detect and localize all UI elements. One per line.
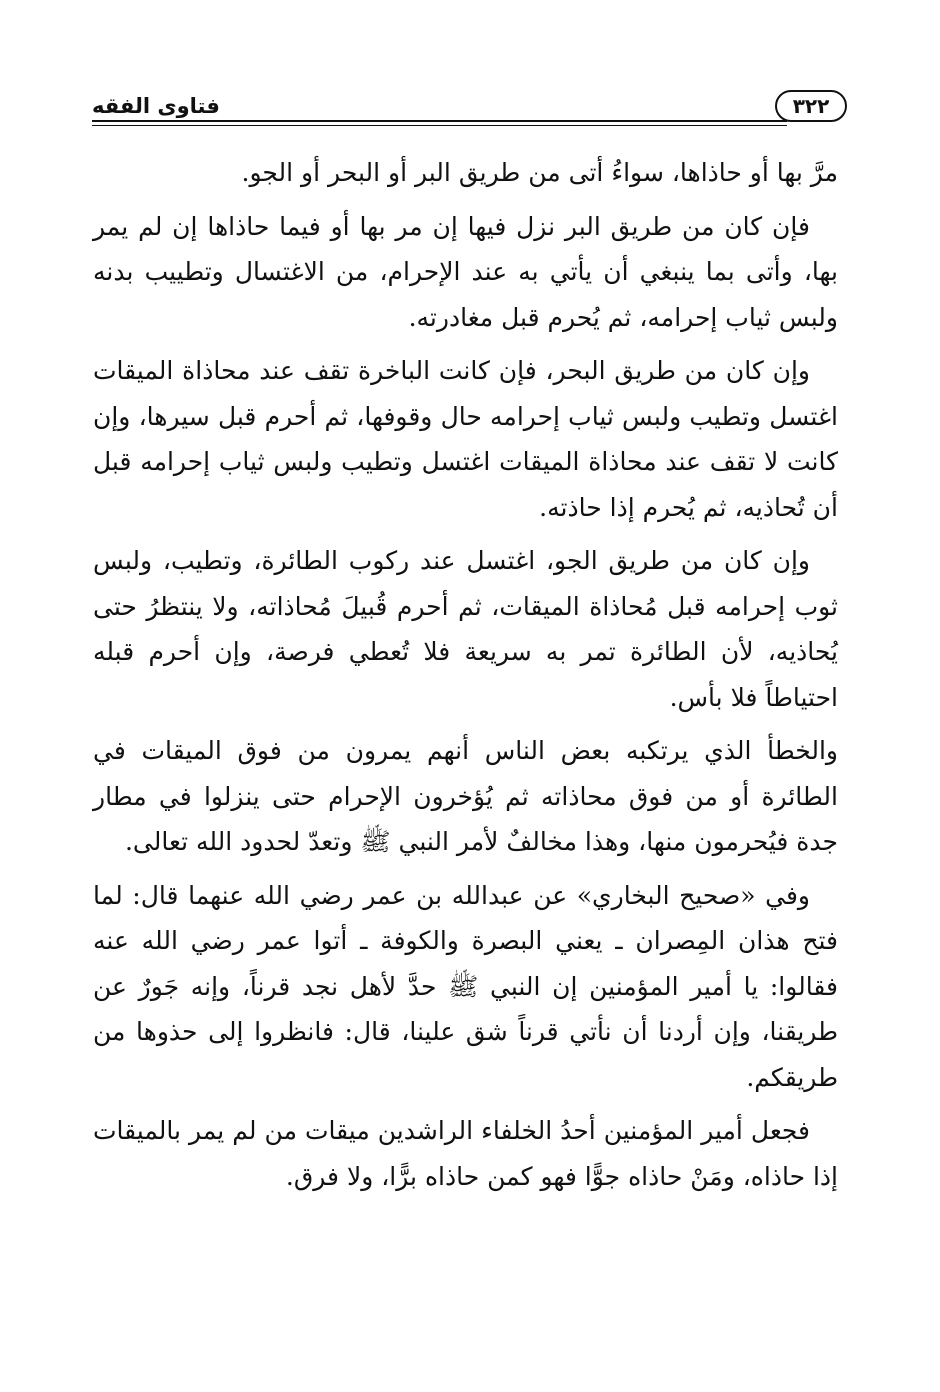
paragraph-4: وإن كان من طريق الجو، اغتسل عند ركوب الطائرة، وتطيب، ولبس ثوب إحرامه قبل مُحاذاة الميقات، ثم أحرم قُبيلَ مُحاذاته، ولا ينتظرُ حتى يُحاذيه، لأن الطائرة تمر به سريعة فلا تُعطي فرصة، وإن أحرم قبله احتياطاً فلا بأس. bbox=[93, 546, 838, 712]
body-text bbox=[93, 150, 838, 1207]
paragraph-2: فإن كان من طريق البر نزل فيها إن مر بها أو فيما حاذاها إن لم يمر بها، وأتى بما ينبغي أن يأتي به عند الإحرام، من الاغتسال وتطييب بدنه ولبس ثياب إحرامه، ثم يُحرم قبل مغادرته. bbox=[93, 211, 838, 332]
paragraph-7: فجعل أمير المؤمنين أحدُ الخلفاء الراشدين ميقات من لم يمر بالميقات إذا حاذاه، ومَنْ حاذاه جوًّا فهو كمن حاذاه برًّا، ولا فرق. bbox=[93, 1116, 838, 1191]
header-rule-thick bbox=[92, 120, 787, 122]
paragraph-6: وفي «صحيح البخاري» عن عبدالله بن عمر رضي الله عنهما قال: لما فتح هذان المِصران ـ يعني البصرة والكوفة ـ أتوا عمر رضي الله عنه فقالوا: يا أمير المؤمنين إن النبي ﷺ حدَّ لأهل نجد قرناً، وإنه جَورٌ عن طريقنا، وإن أردنا أن نأتي قرناً شق علينا، قال: فانظروا إلى حذوها من طريقكم. bbox=[93, 880, 838, 1092]
header-rule-thin bbox=[92, 125, 787, 126]
paragraph-3: وإن كان من طريق البحر، فإن كانت الباخرة تقف عند محاذاة الميقات اغتسل وتطيب ولبس ثياب إحرامه حال وقوفها، ثم أحرم قبل سيرها، وإن كانت لا تقف عند محاذاة الميقات اغتسل وتطيب ولبس ثياب إحرامه قبل أن تُحاذيه، ثم يُحرم إذا حاذته. bbox=[93, 356, 838, 522]
page-number: ٣٢٢ bbox=[775, 90, 847, 122]
running-title: فتاوى الفقه bbox=[92, 94, 220, 118]
paragraph-5: والخطأ الذي يرتكبه بعض الناس أنهم يمرون من فوق الميقات في الطائرة أو من فوق محاذاته ثم يُؤخرون الإحرام حتى ينزلوا في مطار جدة فيُحرمون منها، وهذا مخالفٌ لأمر النبي ﷺ وتعدّ لحدود الله تعالى. bbox=[93, 736, 838, 856]
paragraph-1: مرَّ بها أو حاذاها، سواءُ أتى من طريق البر أو البحر أو الجو. bbox=[241, 158, 838, 187]
page-header bbox=[92, 88, 847, 138]
